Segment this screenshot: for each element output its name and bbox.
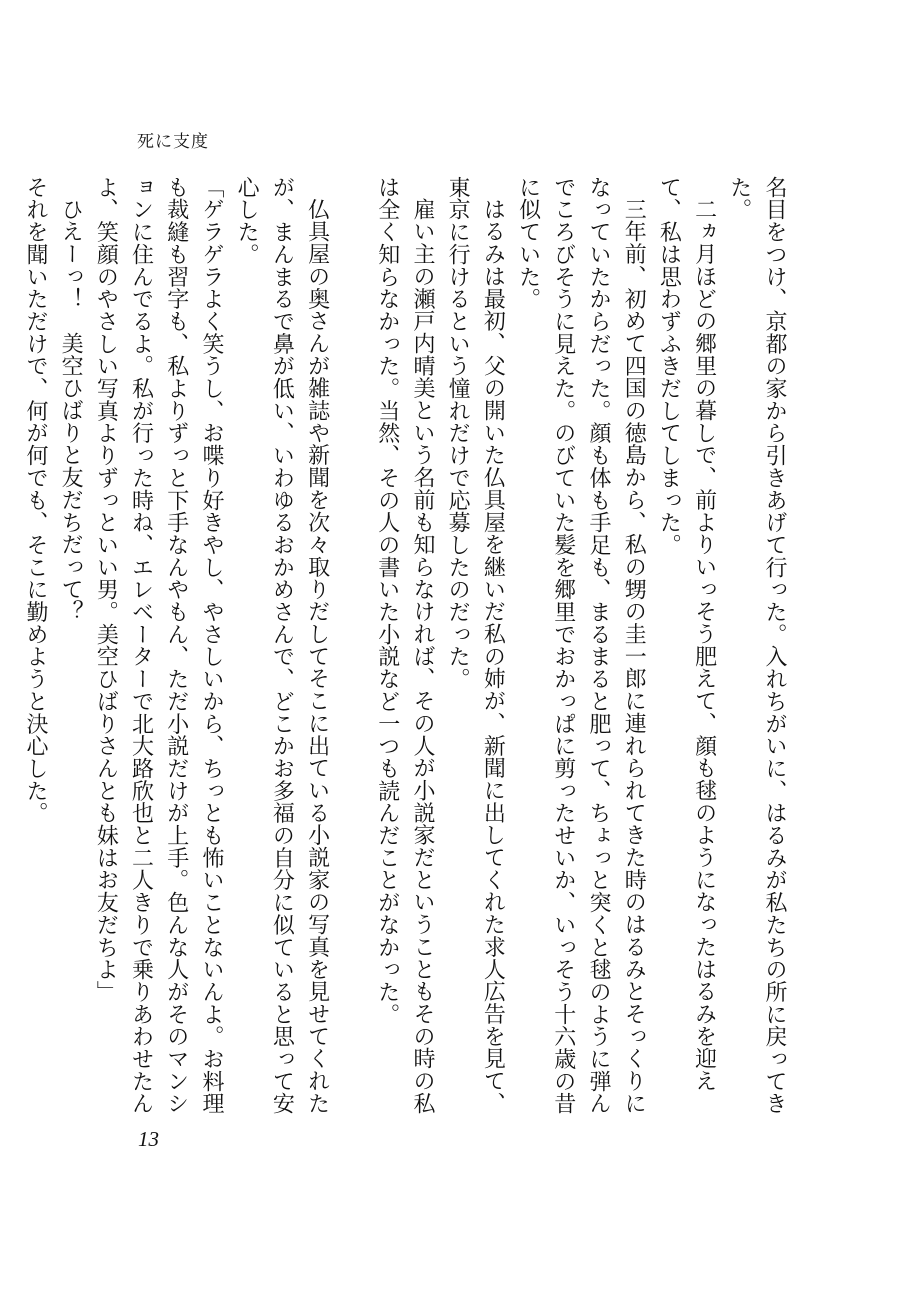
running-head-title: 死に支度 bbox=[137, 132, 209, 152]
paragraph: 仏具屋の奥さんが雑誌や新聞を次々取りだしてそこに出ている小説家の写真を見せてくれたが、まんまるで鼻が低い、いわゆるおかめさんで、どこかお多福の自分に似ていると思って安心した。 bbox=[234, 176, 330, 1115]
paragraph: ひえーっ！ 美空ひばりと友だちだって？ bbox=[58, 198, 84, 623]
paragraph: 三年前、初めて四国の徳島から、私の甥の圭一郎に連れられてきた時のはるみとそっくりになっていたからだった。顔も体も手足も、まるまると肥って、ちょっと突くと毬のように弾んでころびそうに見えた。のびていた髪を郷里でおかっぱに剪ったせいか、いっそう十六歳の昔に似ていた。 bbox=[515, 176, 647, 1115]
paragraph: 二ヵ月ほどの郷里の暮しで、前よりいっそう肥えて、顔も毬のようになったはるみを迎えて、私は思わずふきだしてしまった。 bbox=[656, 176, 717, 1092]
page-number: 13 bbox=[138, 1127, 159, 1151]
dialogue-paragraph: 「ゲラゲラよく笑うし、お喋り好きやし、やさしいから、ちっとも怖いことないんよ。お料理も裁縫も習字も、私よりずっと下手なんやもん、ただ小説だけが上手。色んな人がそのマンションに住んでるよ。私が行った時ね、エレベーターで北大路欣也と二人きりで乗りあわせたんよ、笑顔のやさしい写真よりずっといい男。美空ひばりさんとも妹はお友だちよ」 bbox=[93, 176, 224, 1115]
vertical-body-text bbox=[18, 176, 792, 1136]
paragraph-continued: 名目をつけ、京都の家から引きあげて行った。入れちがいに、はるみが私たちの所に戻ってきた。 bbox=[726, 176, 787, 1115]
paragraph: それを聞いただけで、何が何でも、そこに勤めようと決心した。 bbox=[22, 176, 48, 825]
paragraph: はるみは最初、父の開いた仏具屋を継いだ私の姉が、新聞に出してくれた求人広告を見て、東京に行けるという憧れだけで応募したのだった。 bbox=[445, 176, 506, 1115]
paragraph: 雇い主の瀬戸内晴美という名前も知らなければ、その人が小説家だということもその時の私は全く知らなかった。当然、その人の書いた小説など一つも読んだことがなかった。 bbox=[374, 176, 435, 1115]
